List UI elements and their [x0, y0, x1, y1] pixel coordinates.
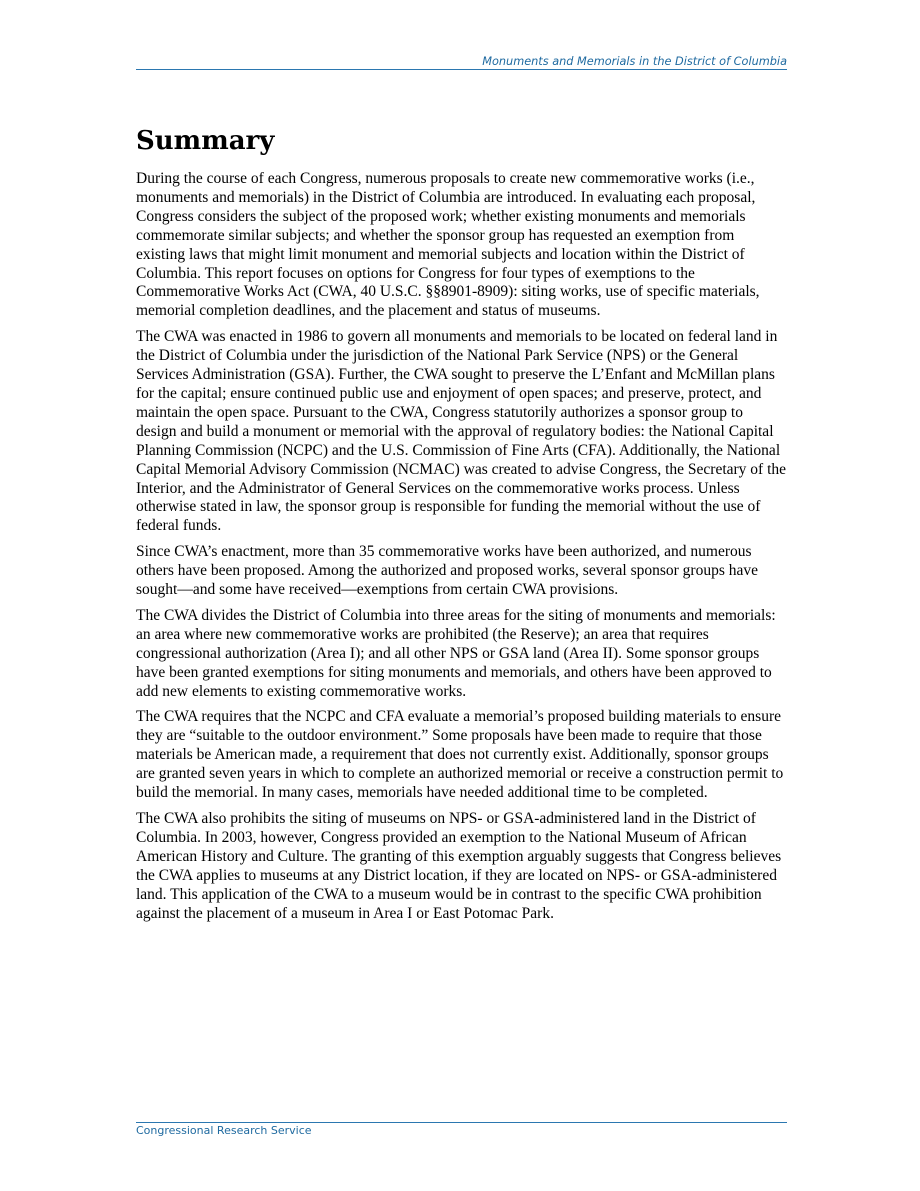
paragraph: The CWA was enacted in 1986 to govern all monuments and memorials to be located on federal land in the District of Columbia under the jurisdiction of the National Park Service (NPS) or the General Services Administration (GSA). Further, the CWA sought to preserve the L’Enfant and McMillan plans for the capital; ensure continued public use and enjoyment of open spaces; and preserve, protect, and maintain the open space. Pursuant to the CWA, Congress statutorily authorizes a sponsor group to design and build a monument or memorial with the approval of regulatory bodies: the National Capital Planning Commission (NCPC) and the U.S. Commission of Fine Arts (CFA). Additionally, the National Capital Memorial Advisory Commission (NCMAC) was created to advise Congress, the Secretary of the Interior, and the Administrator of General Services on the commemorative works process. Unless otherwise stated in law, the sponsor group is responsible for funding the memorial without the use of federal funds.: [136, 328, 787, 535]
paragraph: The CWA divides the District of Columbia into three areas for the siting of monuments and memorials: an area where new commemorative works are prohibited (the Reserve); an area that requires congressional authorization (Area I); and all other NPS or GSA land (Area II). Some sponsor groups have been granted exemptions for siting monuments and memorials, and others have been approved to add new elements to existing commemorative works.: [136, 606, 776, 700]
header-divider: [136, 69, 787, 70]
paragraph: The CWA requires that the NCPC and CFA evaluate a memorial’s proposed building materials to ensure they are “suitable to the outdoor environment.” Some proposals have been made to require that those materials be American made, a requirement that does not currently exist. Additionally, sponsor groups are granted seven years in which to complete an authorized memorial or receive a construction permit to build the memorial. In many cases, memorials have needed additional time to be completed.: [136, 708, 784, 802]
summary-body: [136, 170, 787, 930]
paragraph: Since CWA’s enactment, more than 35 commemorative works have been authorized, and numerous others have been proposed. Among the authorized and proposed works, several sponsor groups have sought—and some have received—exemptions from certain CWA provisions.: [136, 543, 758, 599]
paragraph: The CWA also prohibits the siting of museums on NPS- or GSA-administered land in the District of Columbia. In 2003, however, Congress provided an exemption to the National Museum of African American History and Culture. The granting of this exemption arguably suggests that Congress believes the CWA applies to museums at any District location, if they are located on NPS- or GSA-administered land. This application of the CWA to a museum would be in contrast to the specific CWA prohibition against the placement of a museum in Area I or East Potomac Park.: [136, 810, 782, 922]
page-title: Summary: [136, 126, 275, 156]
footer-divider: [136, 1122, 787, 1123]
running-header: Monuments and Memorials in the District of Columbia: [482, 55, 787, 68]
paragraph: During the course of each Congress, numerous proposals to create new commemorative works (i.e., monuments and memorials) in the District of Columbia are introduced. In evaluating each proposal, Congress considers the subject of the proposed work; whether existing monuments and memorials commemorate similar subjects; and whether the sponsor group has requested an exemption from existing laws that might limit monument and memorial subjects and location within the District of Columbia. This report focuses on options for Congress for four types of exemptions to the Commemorative Works Act (CWA, 40 U.S.C. §§8901-8909): siting works, use of specific materials, memorial completion deadlines, and the placement and status of museums.: [136, 170, 760, 320]
footer-organization: Congressional Research Service: [136, 1124, 312, 1137]
